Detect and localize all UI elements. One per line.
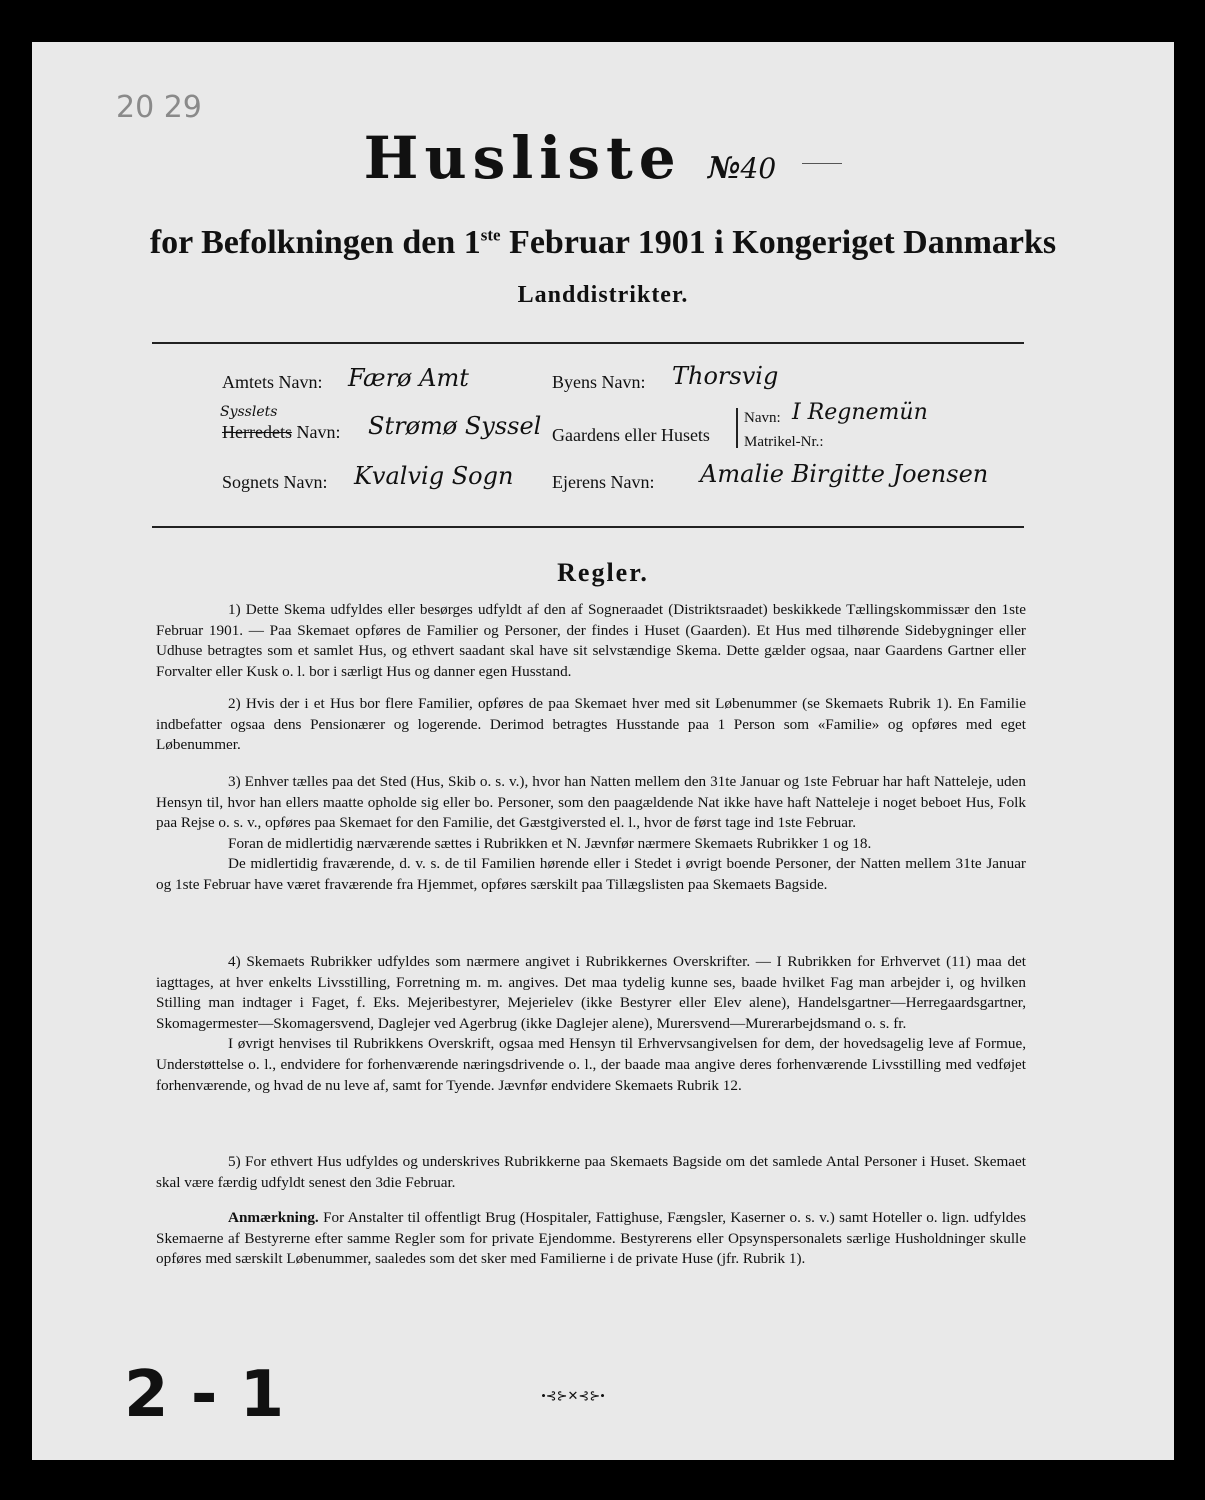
form-title	[32, 124, 1174, 192]
rule-4-ovrigt-text: I øvrigt henvises til Rubrikkens Overskrift, ogsaa med Hensyn til Erhvervsangivelsen for dem, der hovedsagelig leve af Formue, Understøttelse o. l., endvidere for forhenværende næringsdrivende o. l., der baade maa angive deres forhenværende Livsstilling med vedføjet forhenværende, og hvad de nu leve af, samt for Tyende. Jævnfør endvidere Skemaets Rubrik 12.	[156, 1035, 1026, 1094]
district-heading: Landdistrikter.	[517, 282, 689, 308]
gaard-label: Gaardens eller Husets	[552, 425, 710, 445]
form-subtitle	[32, 224, 1174, 262]
note-label: Anmærkning.	[228, 1209, 319, 1226]
census-form-page	[32, 42, 1174, 1460]
sogn-value: Kvalvig Sogn	[354, 462, 514, 490]
rule-3-foran-text: Foran de midlertidig nærværende sættes i Rubrikken et N. Jævnfør nærmere Skemaets Rubrikker 1 og 18.	[228, 834, 872, 852]
rule-1-text: 1) Dette Skema udfyldes eller besørges udfyldt af den af Sogneraadet (Distriktsraadet) beskikkede Tællingskommissær den 1ste Februar 1901. — Paa Skemaet opføres de Familier og Personer, der findes i Huset (Gaarden). Et Hus med tilhørende Sidebygninger eller Udhuse betragtes som et samlet Hus, og ethvert saadant skal have sit selvstændige Skema. Dette gælder ogsaa, naar Gaardens Gartner eller Forvalter eller Kusk o. l. bor i særligt Hus og danner egen Husstand.	[156, 601, 1026, 680]
rule-1	[156, 600, 1026, 682]
note	[156, 1208, 1026, 1270]
herred-label-suffix: Navn:	[296, 422, 341, 442]
ornament: •⊰⊱✕⊰⊱•	[508, 1388, 638, 1404]
rule-4	[156, 952, 1026, 1096]
rules-heading: Regler.	[557, 558, 649, 587]
title-text: Husliste	[363, 124, 682, 192]
rule-3-text: 3) Enhver tælles paa det Sted (Hus, Skib o. s. v.), hvor han Natten mellem den 31te Januar og 1ste Februar har haft Natteleje, uden Hensyn til, hvor han ellers maatte opholde sig eller bo. Personer, som den paagældende Nat ikke have haft Natteleje i noget beboet Hus, Folk paa Rejse o. s. v., opføres paa Skemaet for den Familie, det Gæstgiversted el. l., hvor de først tage ind 1ste Februar.	[156, 773, 1026, 832]
rule-2-text: 2) Hvis der i et Hus bor flere Familier, opføres de paa Skemaet hver med sit Løbenummer (se Skemaets Rubrik 1). En Familie indbefatter ogsaa dens Pensionærer og logerende. Derimod betragtes Husstande paa 1 Person som «Familie» og opføres med eget Løbenummer.	[156, 695, 1026, 754]
rule-5-text: 5) For ethvert Hus udfyldes og underskrives Rubrikkerne paa Skemaets Bagside om det samlede Antal Personer i Huset. Skemaet skal være færdig udfyldt senest den 3die Februar.	[156, 1153, 1026, 1191]
rule-3	[156, 772, 1026, 896]
rule-2	[156, 694, 1026, 756]
matrikel-label: Matrikel-Nr.:	[744, 434, 824, 450]
amt-value: Færø Amt	[348, 364, 469, 392]
top-rule	[152, 342, 1024, 344]
note-text: For Anstalter til offentligt Brug (Hospitaler, Fattighuse, Fængsler, Kaserner o. s. v.) samt Hoteller o. lign. udfyldes Skemaerne af Bestyrerne efter samme Regler som for private Ejendomme. Bestyrerens eller Opsynspersonalets særlige Husholdninger skulle opføres med særskilt Løbenummer, saaledes som det sker med Familierne i de private Huse (jfr. Rubrik 1).	[156, 1209, 1026, 1268]
number-underline	[802, 163, 842, 164]
bottom-number: 2 - 1	[124, 1358, 285, 1432]
herred-label-struck: Herredets	[222, 422, 292, 442]
gaard-navn-value: I Regnemün	[792, 400, 928, 425]
subtitle-pre: for Befolkningen den 1	[149, 224, 481, 261]
herred-label-correction: Sysslets	[220, 404, 278, 420]
herred-label	[222, 422, 340, 443]
ejer-label: Ejerens Navn:	[552, 472, 655, 492]
rule-3-fravaerende-text: De midlertidig fraværende, d. v. s. de til Familien hørende eller i Stedet i øvrigt boende Personer, der Natten mellem 31te Januar og 1ste Februar have været fraværende fra Hjemmet, opføres særskilt paa Tillægslisten paa Skemaets Bagside.	[156, 855, 1026, 893]
herred-value: Strømø Syssel	[368, 412, 542, 440]
mid-rule	[152, 526, 1024, 528]
number-prefix: №	[707, 151, 741, 186]
subtitle-sup: ste	[480, 225, 501, 245]
pencil-mark: 20 29	[116, 90, 202, 125]
gaard-navn-label: Navn:	[744, 410, 781, 426]
by-value: Thorsvig	[672, 362, 779, 390]
gaard-bracket	[736, 408, 738, 448]
subtitle-post: Februar 1901 i Kongeriget Danmarks	[500, 224, 1057, 261]
amt-label: Amtets Navn:	[222, 372, 323, 392]
by-label: Byens Navn:	[552, 372, 646, 392]
rule-4-text: 4) Skemaets Rubrikker udfyldes som nærmere angivet i Rubrikkernes Overskrifter. — I Rubrikken for Erhvervet (11) maa det iagttages, at hver enkelts Livsstilling, Forretning m. m. angives. Det maa tydelig kunne ses, baade hvilket Fag man arbejder i, og hvilken Stilling man indtager i Faget, f. Eks. Mejeribestyrer, Mejerielev (ikke Bestyrer eller Elev alene), Handelsgartner—Herregaardsgartner, Skomagermester—Skomagersvend, Daglejer ved Agerbrug (ikke Daglejer alene), Murersvend—Murerarbejdsmand o. s. fr.	[156, 953, 1026, 1032]
sogn-label: Sognets Navn:	[222, 472, 328, 492]
ejer-value: Amalie Birgitte Joensen	[700, 460, 989, 488]
rule-5	[156, 1152, 1026, 1193]
form-number: 40	[740, 152, 777, 185]
